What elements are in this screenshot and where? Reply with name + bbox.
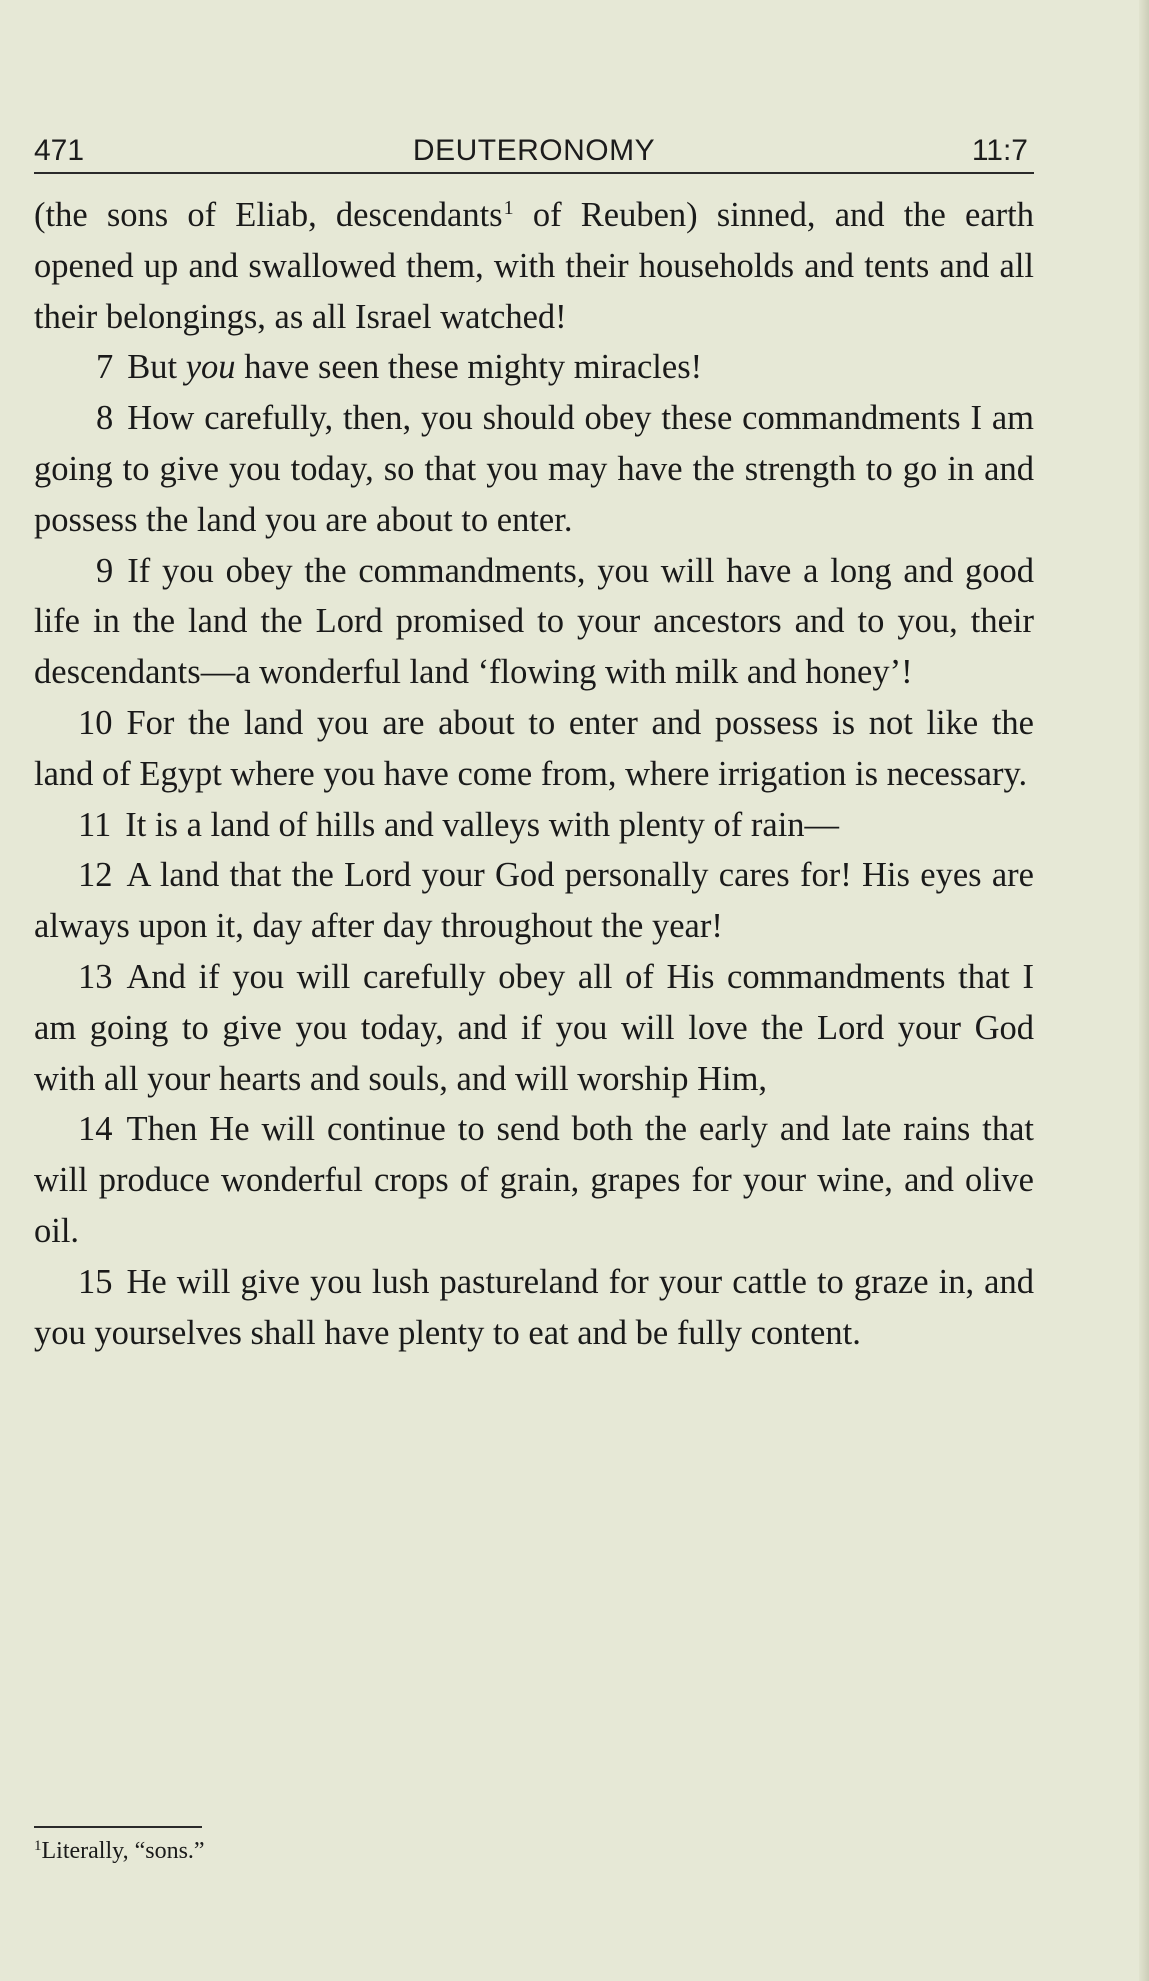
footnote-text: Literally, “sons.” xyxy=(41,1838,205,1864)
verse-number: 7 xyxy=(96,348,114,387)
verse-number: 10 xyxy=(78,703,113,742)
book-title: DEUTERONOMY xyxy=(412,134,656,167)
running-head xyxy=(34,134,1034,170)
verse-number: 8 xyxy=(96,399,114,438)
verse-text: A land that the Lord your God personally cares for! His eyes are always upon it, day after day throughout the year! xyxy=(34,856,1034,946)
footnote-marker: 1 xyxy=(34,1838,42,1854)
footnote xyxy=(34,1838,205,1865)
carryover-paragraph xyxy=(34,190,1034,342)
verse-9 xyxy=(34,546,1034,698)
verse-text: Then He will continue to send both the early and late rains that will produce wonderful crops of grain, grapes for your wine, and olive oil. xyxy=(34,1110,1034,1250)
verse-text: have seen these mighty miracles! xyxy=(235,348,703,387)
carryover-text-start: (the sons of Eliab, descendants xyxy=(34,196,503,234)
verse-11 xyxy=(34,800,1034,851)
verse-13 xyxy=(34,952,1034,1104)
verse-10 xyxy=(34,698,1034,800)
scripture-text xyxy=(34,190,1034,1358)
verse-number: 15 xyxy=(78,1262,113,1301)
page-number: 471 xyxy=(34,134,85,167)
verse-7 xyxy=(34,342,1034,393)
verse-number: 11 xyxy=(78,805,112,844)
verse-12 xyxy=(34,850,1034,952)
verse-text: And if you will carefully obey all of His commandments that I am going to give you today, and if you will love the Lord your God with all your hearts and souls, and will worship Him, xyxy=(34,957,1034,1098)
verse-number: 12 xyxy=(78,856,113,895)
verse-14 xyxy=(34,1104,1034,1256)
carryover-text-end: of Reuben) sinned, and the earth opened up and swallowed them, with their households and tents and all their belongings, as all Israel watched! xyxy=(34,196,1034,336)
verse-number: 9 xyxy=(96,551,114,590)
verse-text: How carefully, then, you should obey these commandments I am going to give you today, so that you may have the strength to go in and possess the land you are about to enter. xyxy=(34,399,1034,539)
verse-number: 14 xyxy=(78,1110,113,1149)
chapter-verse-reference: 11:7 xyxy=(971,134,1028,167)
verse-text: But xyxy=(127,348,186,387)
verse-15 xyxy=(34,1257,1034,1359)
verse-text: For the land you are about to enter and possess is not like the land of Egypt where you have come from, where irrigation is necessary. xyxy=(34,703,1034,793)
verse-text: He will give you lush pastureland for your cattle to graze in, and you yourselves shall have plenty to eat and be fully content. xyxy=(34,1262,1034,1352)
verse-text: If you obey the commandments, you will have a long and good life in the land the Lord promised to your ancestors and to you, their descendants—a wonderful land ‘flowing with milk and honey’! xyxy=(34,551,1034,692)
verse-number: 13 xyxy=(78,957,113,996)
verse-text: It is a land of hills and valleys with plenty of rain— xyxy=(125,805,840,844)
page-binding-edge xyxy=(1139,0,1149,1981)
header-rule xyxy=(34,172,1034,174)
verse-emphasis: you xyxy=(185,348,236,387)
footnote-reference: 1 xyxy=(503,197,514,219)
verse-8 xyxy=(34,393,1034,545)
footnote-rule xyxy=(34,1826,202,1828)
